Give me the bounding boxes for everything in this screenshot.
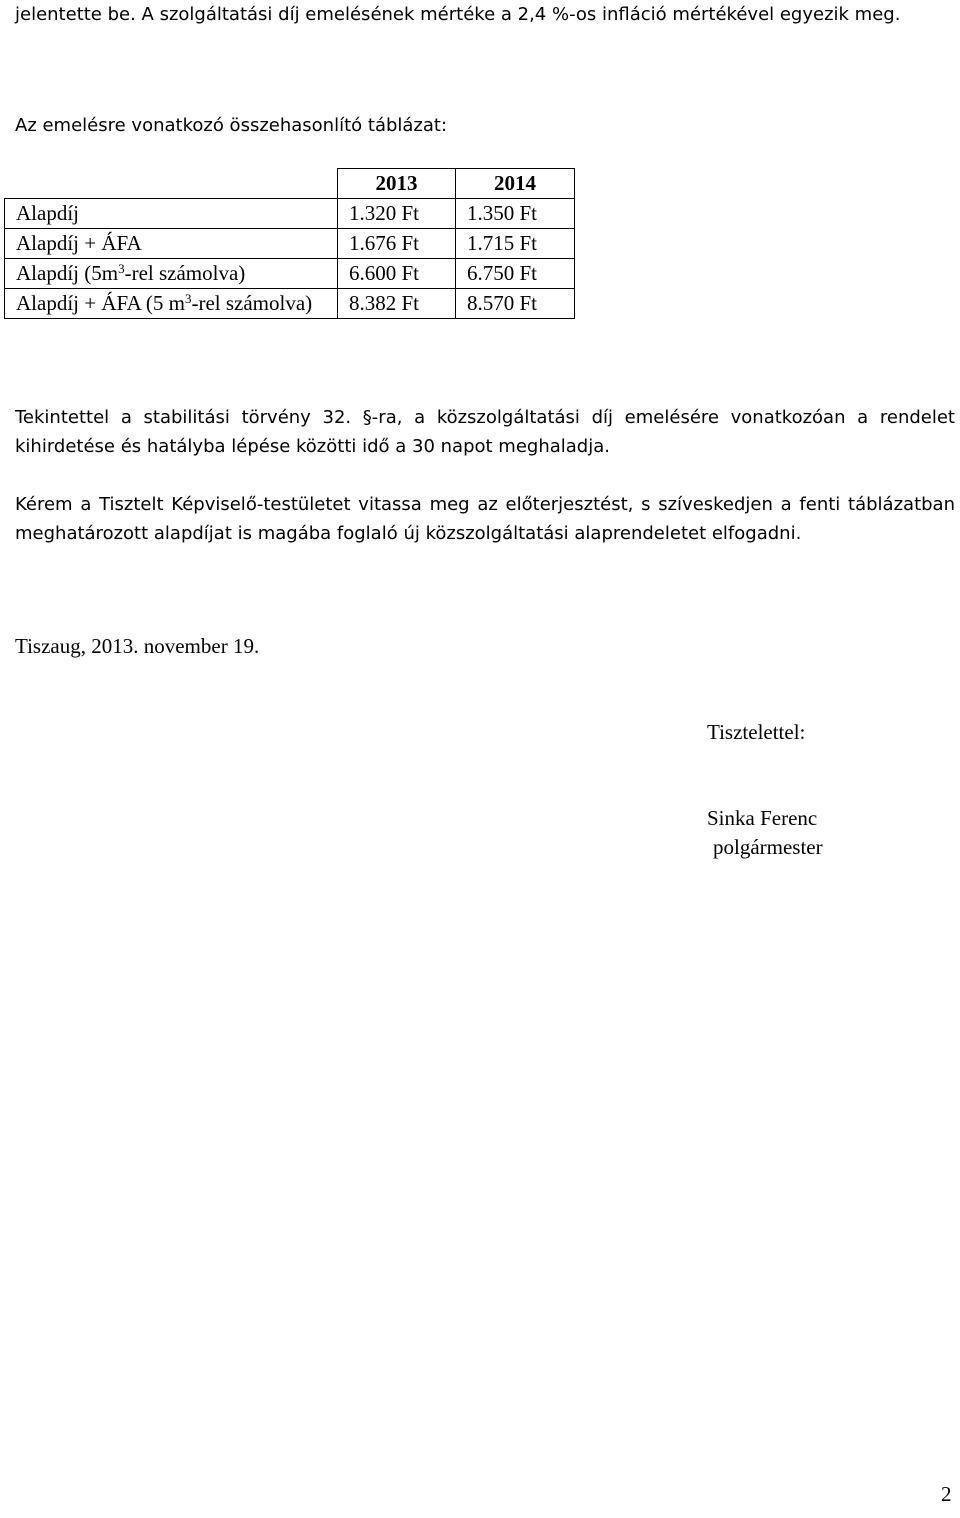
- row-label: [5, 289, 338, 319]
- closing-salutation: Tisztelettel:: [707, 720, 806, 744]
- row-label: [5, 259, 338, 289]
- row-label: Alapdíj + ÁFA: [5, 229, 338, 259]
- table-row: [5, 289, 575, 319]
- value-2014: 1.715 Ft: [456, 229, 575, 259]
- table-header-empty-cell: [5, 169, 338, 199]
- row-label-part: -rel számolva): [191, 291, 313, 315]
- value-2014: 1.350 Ft: [456, 199, 575, 229]
- value-2013: 1.320 Ft: [338, 199, 456, 229]
- page-number: 2: [941, 1482, 952, 1506]
- table-row: [5, 259, 575, 289]
- superscript: 3: [118, 261, 125, 276]
- year-header-2014: 2014: [456, 169, 575, 199]
- intro-paragraph: jelentette be. A szolgáltatási díj emelésének mértéke a 2,4 %-os infláció mértékével egyezik meg.: [15, 4, 901, 25]
- place-date: Tiszaug, 2013. november 19.: [15, 634, 260, 658]
- request-paragraph: Kérem a Tisztelt Képviselő-testületet vitassa meg az előterjesztést, s szíveskedjen a fenti táblázatban meghatározott alapdíjat is magába foglaló új közszolgáltatási alaprendeletet elfogadni.: [15, 494, 955, 544]
- signer-name: Sinka Ferenc: [707, 806, 818, 830]
- value-2013: 6.600 Ft: [338, 259, 456, 289]
- value-2014: 6.750 Ft: [456, 259, 575, 289]
- year-header-2013: 2013: [338, 169, 456, 199]
- row-label-part: -rel számolva): [124, 261, 246, 285]
- table-row: [5, 229, 575, 259]
- superscript: 3: [184, 291, 192, 306]
- row-label-part: Alapdíj + ÁFA (5 m: [16, 291, 185, 315]
- value-2013: 1.676 Ft: [338, 229, 456, 259]
- comparison-table: [4, 168, 575, 319]
- row-label-part: Alapdíj (5m: [16, 261, 119, 285]
- table-intro-text: Az emelésre vonatkozó összehasonlító táblázat:: [15, 115, 448, 136]
- stability-law-paragraph: Tekintettel a stabilitási törvény 32. §-ra, a közszolgáltatási díj emelésére vonatkozóan a rendelet kihirdetése és hatályba lépése közötti idő a 30 napot meghaladja.: [15, 407, 955, 457]
- table-row: [5, 199, 575, 229]
- value-2014: 8.570 Ft: [456, 289, 575, 319]
- signer-title: polgármester: [713, 835, 823, 859]
- value-2013: 8.382 Ft: [338, 289, 456, 319]
- row-label: Alapdíj: [5, 199, 338, 229]
- table-header-row: [5, 169, 575, 199]
